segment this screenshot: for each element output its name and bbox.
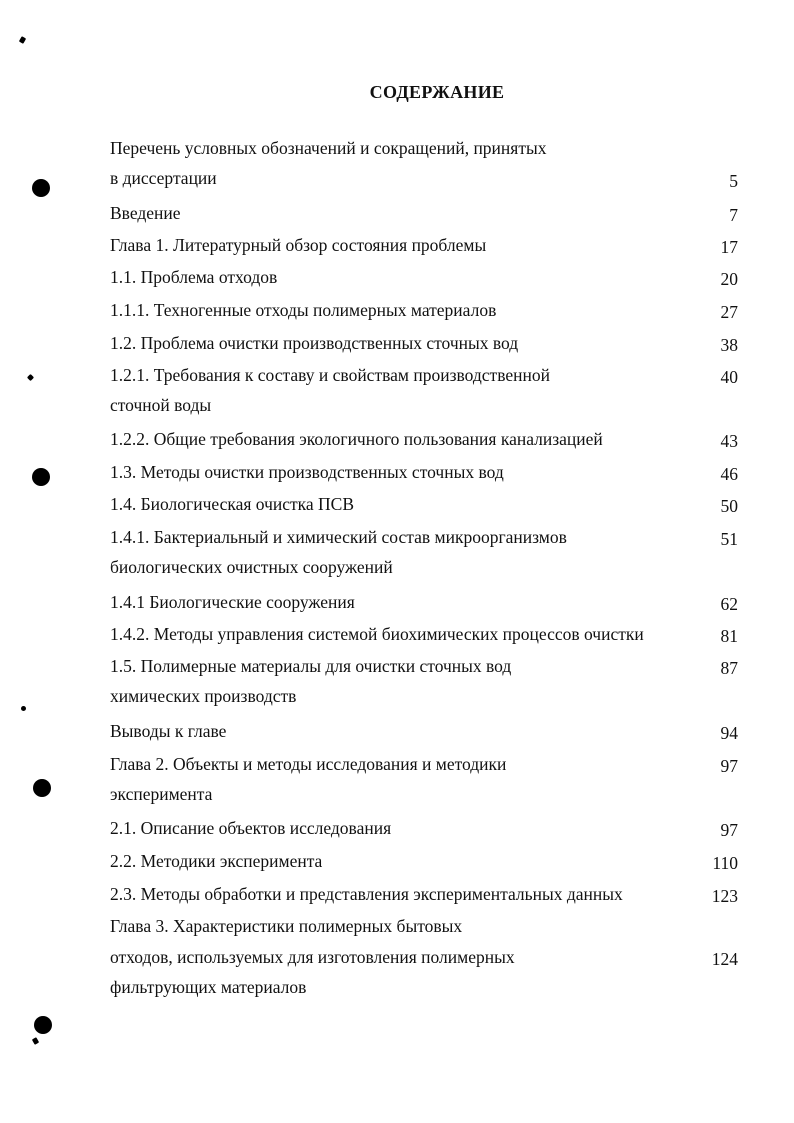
binder-hole <box>33 779 51 797</box>
toc-entry-text: 1.3. Методы очистки производственных сточных вод <box>110 462 504 482</box>
toc-entry <box>110 494 750 518</box>
toc-page-number: 97 <box>720 756 738 776</box>
toc-entry-text: 1.4.2. Методы управления системой биохимических процессов очистки <box>110 624 644 644</box>
toc-entry <box>110 235 750 259</box>
toc-entry <box>110 851 750 875</box>
toc-page-number: 123 <box>711 886 738 906</box>
toc-page-number: 51 <box>720 529 738 549</box>
scan-speck <box>19 36 26 44</box>
toc-entry-text: 1.4. Биологическая очистка ПСВ <box>110 494 355 514</box>
toc-entry-text: Введение <box>110 203 181 223</box>
toc-entry-text: Перечень условных обозначений и сокращений, принятых <box>110 138 547 158</box>
toc-entry <box>110 916 750 1002</box>
toc-entry-text: 1.2. Проблема очистки производственных сточных вод <box>110 333 519 353</box>
scan-speck <box>21 706 26 711</box>
toc-entry-text: фильтрующих материалов <box>110 977 307 997</box>
toc-page-number: 43 <box>720 431 738 451</box>
toc-entry-text: 1.1. Проблема отходов <box>110 267 278 287</box>
toc-entry-text: в диссертации <box>110 168 217 188</box>
toc-entry <box>110 721 750 745</box>
toc-page-number: 20 <box>720 269 738 289</box>
toc-entry <box>110 333 750 357</box>
toc-entry <box>110 656 750 712</box>
toc-entry-text: 1.1.1. Техногенные отходы полимерных материалов <box>110 300 497 320</box>
toc-page-number: 87 <box>720 658 738 678</box>
toc-entry-text: 1.4.1 Биологические сооружения <box>110 592 355 612</box>
toc-entry <box>110 527 750 583</box>
toc-entry <box>110 203 750 227</box>
toc-entry-text: Глава 3. Характеристики полимерных бытовых <box>110 916 463 936</box>
toc-page-number: 38 <box>720 335 738 355</box>
toc-page-number: 5 <box>729 171 738 191</box>
toc-entry <box>110 138 750 194</box>
toc-page-number: 50 <box>720 496 738 516</box>
toc-entry <box>110 429 750 453</box>
toc-entry-text: 1.4.1. Бактериальный и химический состав микроорганизмов <box>110 527 567 547</box>
toc-entry-text: 1.2.2. Общие требования экологичного пользования канализацией <box>110 429 603 449</box>
toc-entry <box>110 754 750 810</box>
toc-entry-text: отходов, используемых для изготовления полимерных <box>110 947 515 967</box>
toc-page-number: 97 <box>720 820 738 840</box>
toc-entry <box>110 300 750 324</box>
toc-entry-text: сточной воды <box>110 395 212 415</box>
toc-page-number: 124 <box>711 949 738 969</box>
toc-page-number: 27 <box>720 302 738 322</box>
toc-page-number: 81 <box>720 626 738 646</box>
toc-entry <box>110 624 750 648</box>
toc-entry-text: химических производств <box>110 686 297 706</box>
toc-entry <box>110 592 750 616</box>
toc-page-number: 40 <box>720 367 738 387</box>
scan-speck <box>32 1037 39 1045</box>
toc-entry <box>110 365 750 421</box>
toc-entry-text: 2.1. Описание объектов исследования <box>110 818 392 838</box>
toc-page-number: 62 <box>720 594 738 614</box>
toc-entry-text: 2.2. Методики эксперимента <box>110 851 323 871</box>
binder-hole <box>32 468 50 486</box>
toc-entry-text: 1.2.1. Требования к составу и свойствам производственной <box>110 365 550 385</box>
binder-hole <box>32 179 50 197</box>
toc-entry <box>110 818 750 842</box>
toc-page-number: 110 <box>712 853 738 873</box>
toc-entry-text: биологических очистных сооружений <box>110 557 393 577</box>
toc-entry-text: Глава 2. Объекты и методы исследования и методики <box>110 754 507 774</box>
page-title: СОДЕРЖАНИЕ <box>369 82 505 102</box>
toc-entry-text: 2.3. Методы обработки и представления экспериментальных данных <box>110 884 623 904</box>
toc-page-number: 17 <box>720 237 738 257</box>
binder-hole <box>34 1016 52 1034</box>
toc-entry <box>110 267 750 291</box>
toc-entry <box>110 884 750 908</box>
toc-entry-text: Глава 1. Литературный обзор состояния проблемы <box>110 235 487 255</box>
toc-page-number: 94 <box>720 723 738 743</box>
scan-speck <box>27 374 34 381</box>
toc-page-number: 7 <box>729 205 738 225</box>
toc-page-number: 46 <box>720 464 738 484</box>
toc-entry-text: эксперимента <box>110 784 213 804</box>
toc-entry <box>110 462 750 486</box>
toc-entry-text: Выводы к главе <box>110 721 227 741</box>
toc-entry-text: 1.5. Полимерные материалы для очистки сточных вод <box>110 656 512 676</box>
